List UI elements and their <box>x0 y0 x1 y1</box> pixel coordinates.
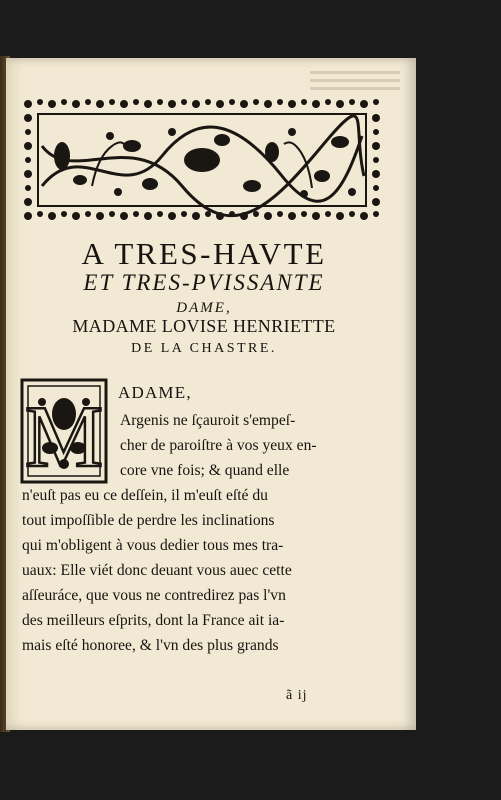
body-line-5: tout impoſſible de perdre les inclinations <box>22 512 275 529</box>
title-line-5: DE LA CHASTRE. <box>131 341 277 356</box>
headpiece-ornament <box>22 96 382 224</box>
body-line-3: core vne fois; & quand elle <box>120 462 290 479</box>
title-line-4: MADAME LOVISE HENRIETTE <box>72 316 336 336</box>
body-line-1: Argenis ne ſçauroit s'empeſ- <box>120 412 296 429</box>
title-line-1: A TRES-HAVTE <box>81 236 327 271</box>
initial-letter: M <box>24 389 104 484</box>
body-line-10: mais eſté honoree, & l'vn des plus grands <box>22 637 279 654</box>
body-line-8: aſſeuráce, que vous ne contredirez pas l'vn <box>22 587 286 604</box>
body-line-7: uaux: Elle viét donc deuant vous auec cette <box>22 562 292 579</box>
body-line-6: qui m'obligent à vous dedier tous mes tra- <box>22 537 284 554</box>
body-line-2: cher de paroiſtre à vos yeux en- <box>120 437 317 454</box>
show-through-text <box>310 66 400 92</box>
decorated-initial-m <box>20 378 108 484</box>
salutation: ADAME, <box>118 383 192 402</box>
body-line-4: n'euſt pas eu ce deſſein, il m'euſt eſté du <box>22 487 268 504</box>
title-line-2: ET TRES-PVISSANTE <box>83 270 325 295</box>
body-line-9: des meilleurs eſprits, dont la France ait ia- <box>22 612 285 629</box>
title-line-3: DAME, <box>176 300 232 316</box>
signature-mark: ã ij <box>286 688 308 703</box>
